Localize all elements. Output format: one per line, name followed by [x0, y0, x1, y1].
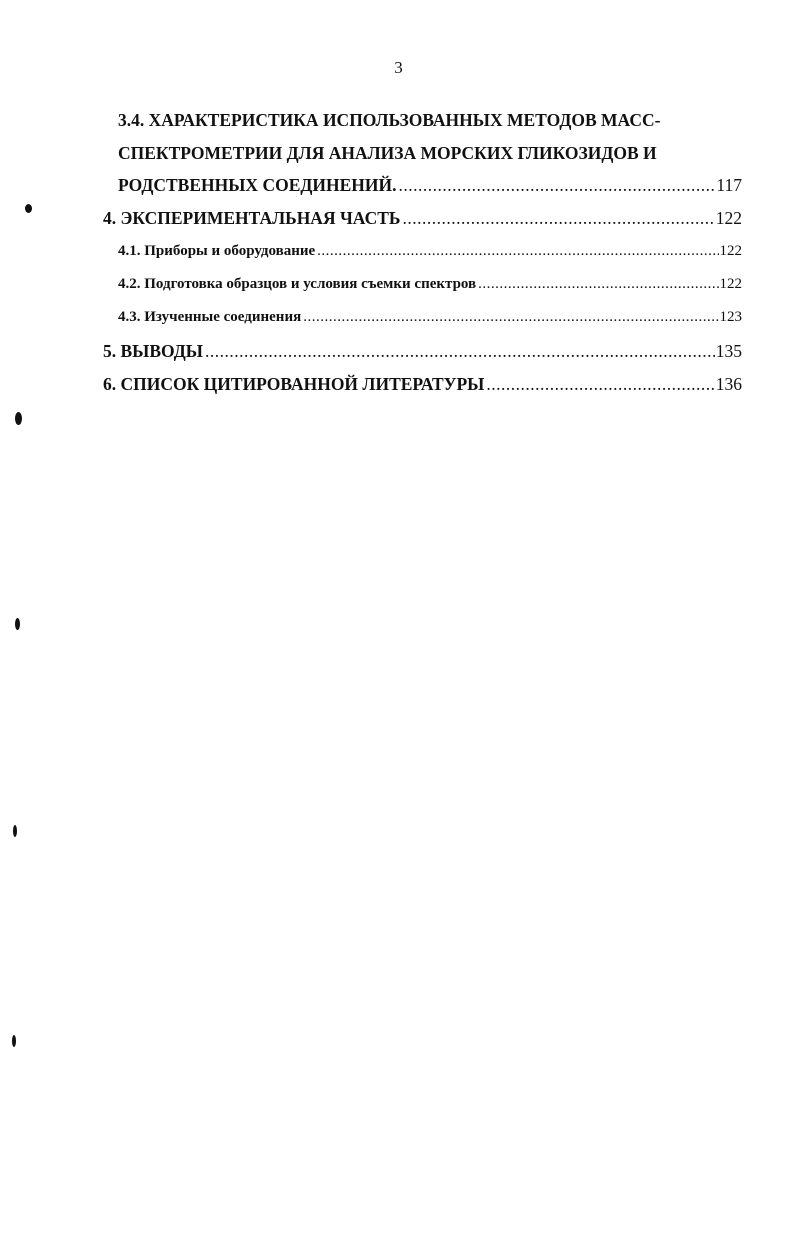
toc-label: 4.3. Изученные соединения	[118, 309, 302, 325]
toc-leader	[486, 374, 714, 395]
toc-leader	[402, 208, 714, 229]
toc-entry-4	[103, 208, 742, 229]
scan-speck	[13, 825, 17, 837]
toc-entry-4-1	[118, 243, 742, 260]
page-number: 3	[394, 58, 403, 77]
toc-leader	[317, 243, 718, 260]
scan-speck	[12, 1035, 16, 1047]
toc-label: 4.1. Приборы и оборудование	[118, 243, 316, 259]
scan-speck	[25, 204, 32, 213]
toc-leader	[399, 175, 716, 196]
toc-entry-3-4-line2: СПЕКТРОМЕТРИИ ДЛЯ АНАЛИЗА МОРСКИХ ГЛИКОЗИДОВ И	[118, 143, 657, 163]
toc-page: 117	[716, 175, 742, 195]
toc-label: 4. ЭКСПЕРИМЕНТАЛЬНАЯ ЧАСТЬ	[103, 208, 401, 228]
toc-label: 4.2. Подготовка образцов и условия съемки спектров	[118, 276, 477, 292]
toc-entry-4-2	[118, 276, 742, 293]
scan-speck	[15, 412, 22, 425]
toc-entry-6	[103, 374, 742, 395]
toc-label: 5. ВЫВОДЫ	[103, 341, 203, 361]
toc-leader	[205, 341, 715, 362]
toc-page: 123	[719, 309, 742, 325]
toc-label: РОДСТВЕННЫХ СОЕДИНЕНИЙ.	[118, 175, 397, 195]
toc-entry-3-4-line1: 3.4. ХАРАКТЕРИСТИКА ИСПОЛЬЗОВАННЫХ МЕТОДОВ МАСС-	[118, 110, 661, 130]
scan-speck	[15, 618, 20, 630]
toc-label: 6. СПИСОК ЦИТИРОВАННОЙ ЛИТЕРАТУРЫ	[103, 374, 485, 394]
toc-leader	[303, 309, 718, 326]
toc-entry-4-3	[118, 309, 742, 326]
toc-page: 136	[715, 374, 742, 394]
toc-entry-5	[103, 341, 742, 362]
toc-page: 122	[719, 276, 742, 292]
toc-page: 135	[715, 341, 742, 361]
toc-page: 122	[719, 243, 742, 259]
toc-entry-3-4-line3	[118, 175, 742, 196]
toc-leader	[478, 276, 718, 293]
toc-page: 122	[715, 208, 742, 228]
